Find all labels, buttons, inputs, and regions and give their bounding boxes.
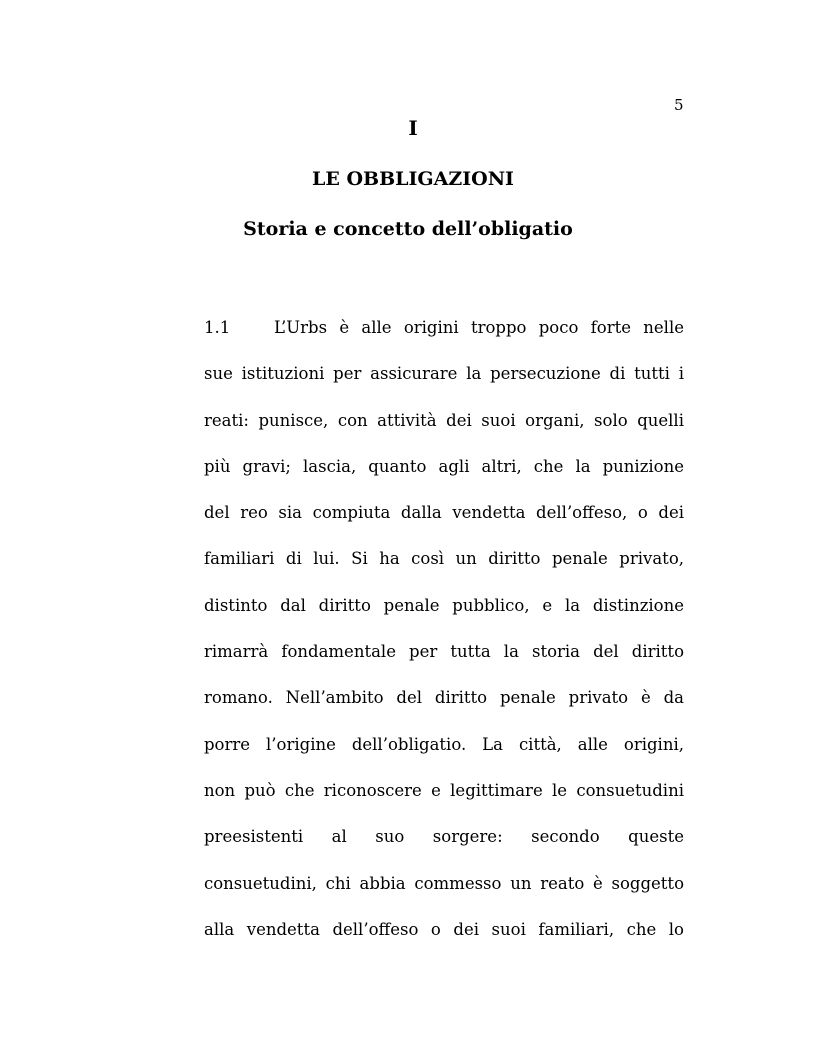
paragraph-line: rimarrà fondamentale per tutta la storia del diritto	[204, 642, 684, 662]
page-number: 5	[674, 96, 684, 114]
section-number: 1.1	[204, 318, 231, 337]
body-paragraph	[204, 305, 684, 953]
paragraph-line: consuetudini, chi abbia commesso un reato è soggetto	[204, 873, 684, 893]
paragraph-first-line: L’Urbs è alle origini troppo poco forte nelle	[274, 318, 684, 337]
chapter-number: I	[408, 116, 418, 140]
paragraph-line: porre l’origine dell’obligatio. La città, alle origini,	[204, 734, 684, 754]
paragraph-line: reati: punisce, con attività dei suoi organi, solo quelli	[204, 410, 684, 430]
paragraph-line: familiari di lui. Si ha così un diritto penale privato,	[204, 549, 684, 569]
paragraph-line: non può che riconoscere e legittimare le consuetudini	[204, 780, 684, 800]
paragraph-line: sue istituzioni per assicurare la persecuzione di tutti i	[204, 364, 684, 384]
paragraph-line: distinto dal diritto penale pubblico, e la distinzione	[204, 595, 684, 615]
paragraph-line: romano. Nell’ambito del diritto penale privato è da	[204, 688, 684, 708]
paragraph-line: più gravi; lascia, quanto agli altri, che la punizione	[204, 456, 684, 476]
paragraph-line: alla vendetta dell’offeso o dei suoi familiari, che lo	[204, 919, 684, 939]
paragraph-line: del reo sia compiuta dalla vendetta dell’offeso, o dei	[204, 503, 684, 523]
chapter-title: LE OBBLIGAZIONI	[312, 168, 514, 190]
paragraph-line	[204, 305, 684, 351]
paragraph-line: preesistenti al suo sorgere: secondo queste	[204, 827, 684, 847]
chapter-subtitle: Storia e concetto dell’obligatio	[243, 218, 573, 240]
